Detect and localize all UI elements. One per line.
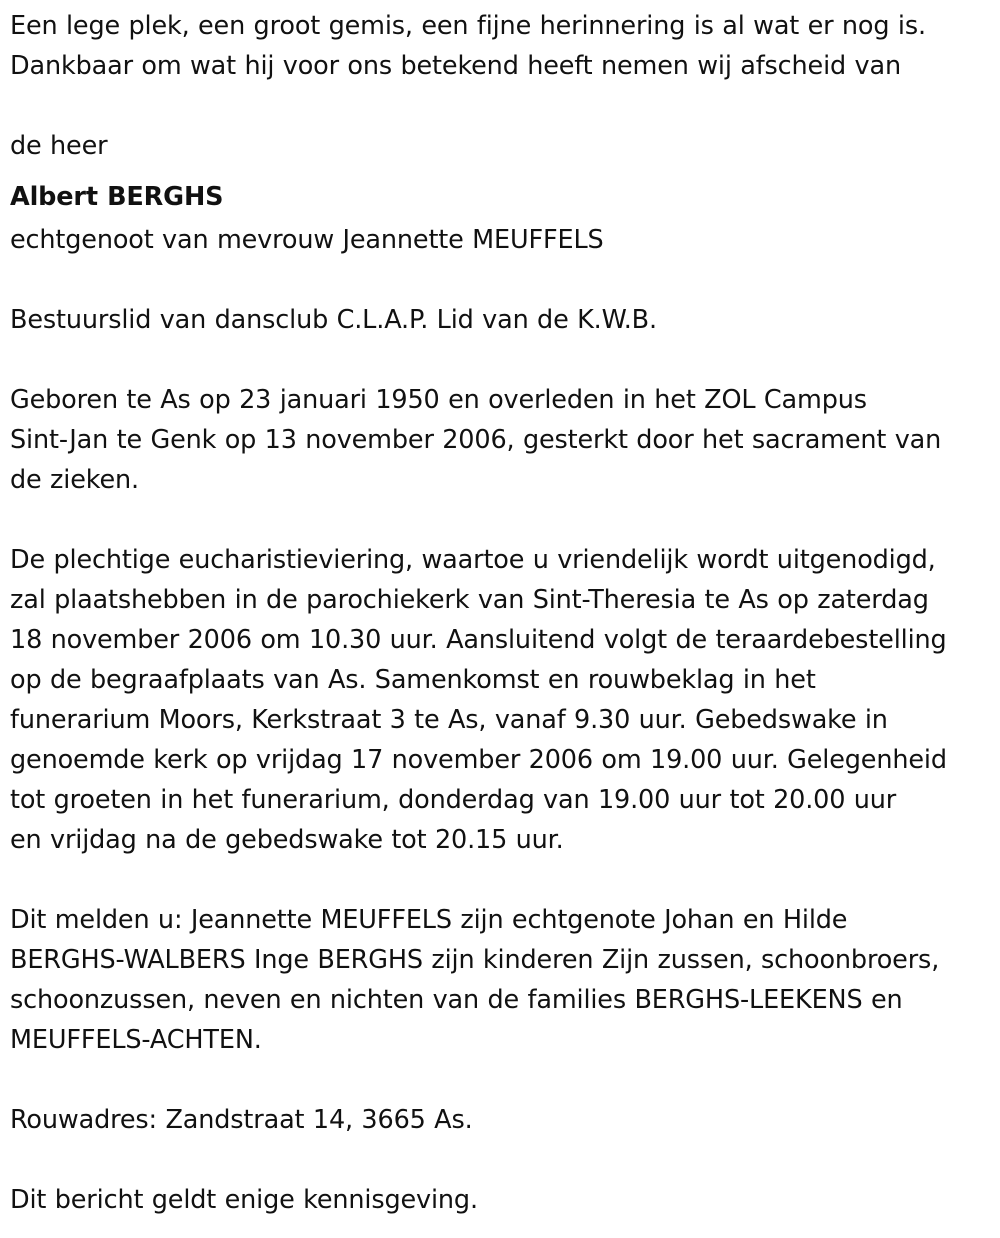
text-line: Geboren te As op 23 januari 1950 en overleden in het ZOL Campus bbox=[10, 385, 867, 415]
text-line: Sint-Jan te Genk op 13 november 2006, gesterkt door het sacrament van bbox=[10, 425, 942, 455]
paragraph-gap bbox=[10, 860, 994, 900]
birth-death-paragraph bbox=[10, 380, 994, 500]
address-paragraph bbox=[10, 1100, 994, 1140]
membership-line: Bestuurslid van dansclub C.L.A.P. Lid van de K.W.B. bbox=[10, 305, 657, 335]
intro-line: Een lege plek, een groot gemis, een fijne herinnering is al wat er nog is. bbox=[10, 11, 926, 41]
text-line: 18 november 2006 om 10.30 uur. Aansluitend volgt de teraardebestelling bbox=[10, 625, 947, 655]
intro-paragraph bbox=[10, 6, 994, 86]
deceased-name: Albert BERGHS bbox=[10, 182, 224, 212]
text-line: De plechtige eucharistieviering, waartoe u vriendelijk wordt uitgenodigd, bbox=[10, 545, 936, 575]
paragraph-gap bbox=[10, 500, 994, 540]
intro-line: Dankbaar om wat hij voor ons betekend heeft nemen wij afscheid van bbox=[10, 51, 901, 81]
text-line: en vrijdag na de gebedswake tot 20.15 uur. bbox=[10, 825, 564, 855]
paragraph-gap bbox=[10, 1060, 994, 1100]
deceased-block bbox=[10, 126, 994, 260]
address-line: Rouwadres: Zandstraat 14, 3665 As. bbox=[10, 1105, 473, 1135]
text-line: Dit melden u: Jeannette MEUFFELS zijn echtgenote Johan en Hilde bbox=[10, 905, 848, 935]
obituary-notice bbox=[10, 6, 994, 1220]
membership-paragraph bbox=[10, 300, 994, 340]
text-line: schoonzussen, neven en nichten van de families BERGHS-LEEKENS en bbox=[10, 985, 903, 1015]
salutation: de heer bbox=[10, 131, 108, 161]
spouse-line: echtgenoot van mevrouw Jeannette MEUFFELS bbox=[10, 225, 604, 255]
text-line: de zieken. bbox=[10, 465, 139, 495]
announcers-paragraph bbox=[10, 900, 994, 1060]
small-gap bbox=[10, 166, 994, 174]
paragraph-gap bbox=[10, 86, 994, 126]
text-line: BERGHS-WALBERS Inge BERGHS zijn kinderen Zijn zussen, schoonbroers, bbox=[10, 945, 940, 975]
ceremony-paragraph bbox=[10, 540, 994, 860]
text-line: funerarium Moors, Kerkstraat 3 te As, vanaf 9.30 uur. Gebedswake in bbox=[10, 705, 888, 735]
closing-line: Dit bericht geldt enige kennisgeving. bbox=[10, 1185, 478, 1215]
text-line: zal plaatshebben in de parochiekerk van Sint-Theresia te As op zaterdag bbox=[10, 585, 929, 615]
paragraph-gap bbox=[10, 1140, 994, 1180]
closing-paragraph bbox=[10, 1180, 994, 1220]
text-line: MEUFFELS-ACHTEN. bbox=[10, 1025, 262, 1055]
paragraph-gap bbox=[10, 340, 994, 380]
text-line: op de begraafplaats van As. Samenkomst en rouwbeklag in het bbox=[10, 665, 816, 695]
paragraph-gap bbox=[10, 260, 994, 300]
text-line: genoemde kerk op vrijdag 17 november 2006 om 19.00 uur. Gelegenheid bbox=[10, 745, 947, 775]
text-line: tot groeten in het funerarium, donderdag van 19.00 uur tot 20.00 uur bbox=[10, 785, 897, 815]
